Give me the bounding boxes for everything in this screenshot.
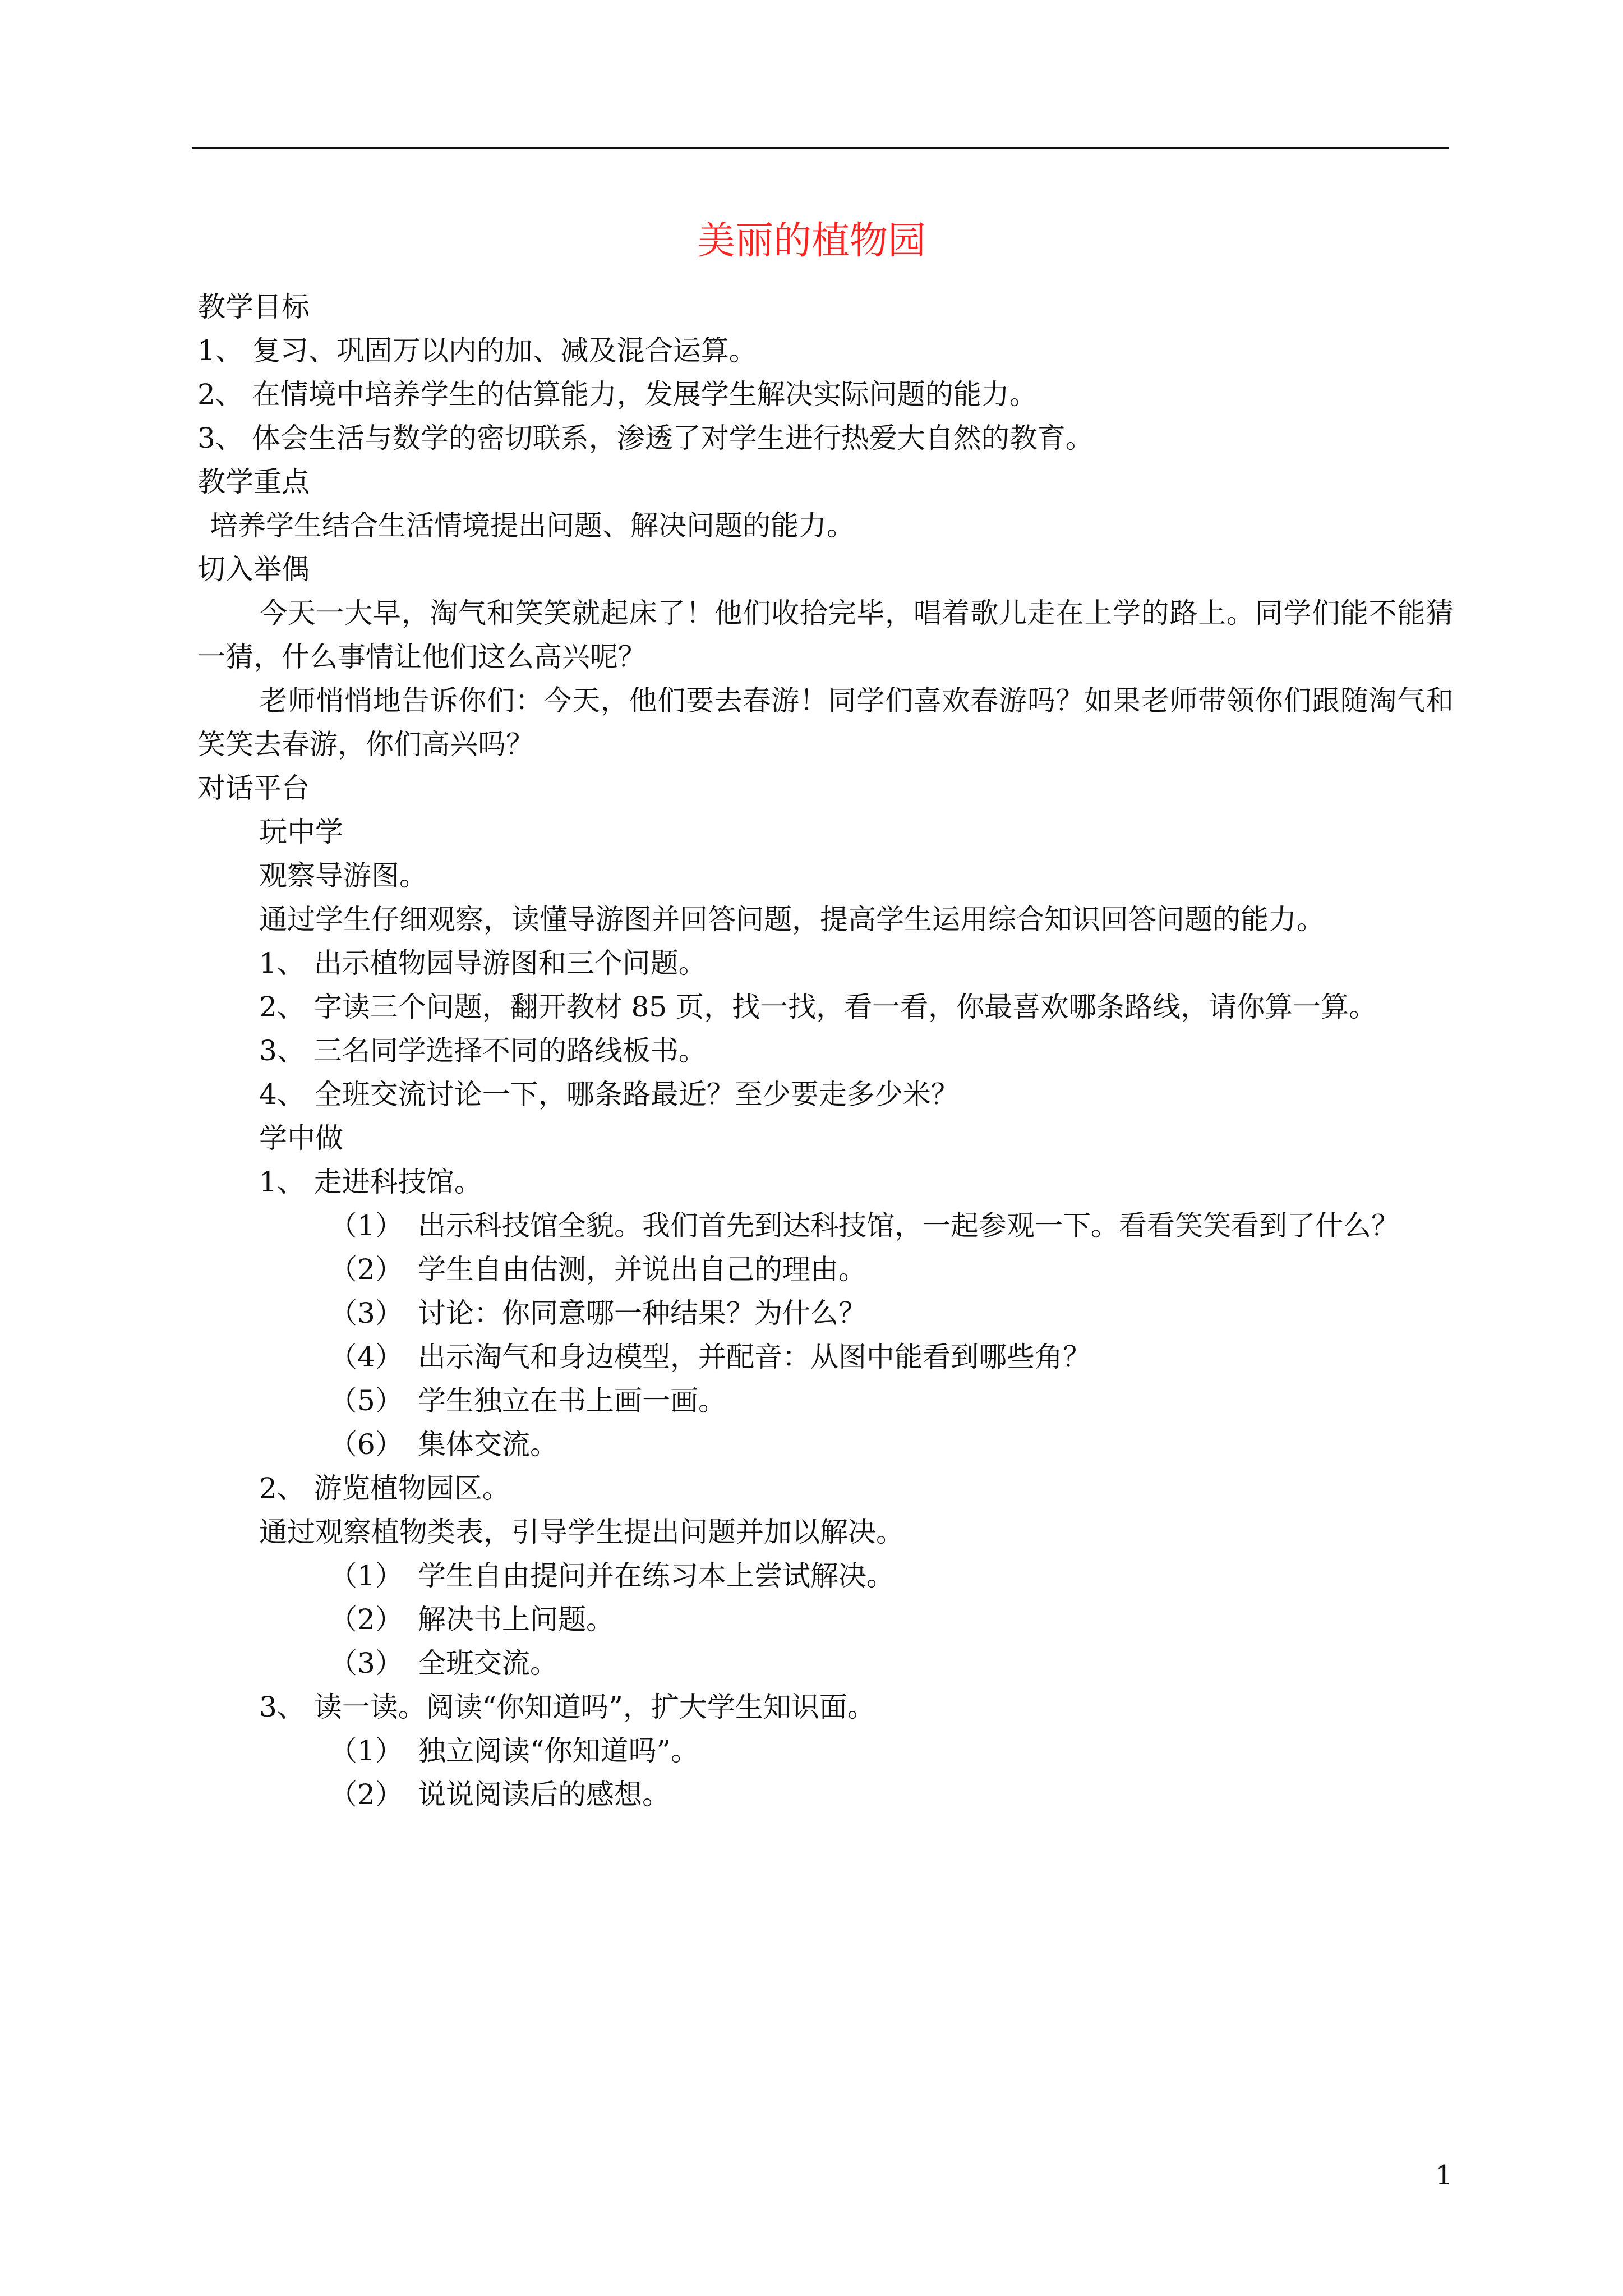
item-text: 学生独立在书上画一画。 bbox=[418, 1384, 726, 1417]
item-label: （6） bbox=[329, 1428, 403, 1461]
dialogue-heading: 对话平台 bbox=[197, 772, 310, 804]
goal-item: 1、 复习、巩固万以内的加、减及混合运算。 bbox=[197, 334, 757, 367]
section1-item bbox=[197, 1423, 1454, 1466]
goal-item: 2、 在情境中培养学生的估算能力，发展学生解决实际问题的能力。 bbox=[197, 378, 1038, 411]
observe-step: 4、 全班交流讨论一下，哪条路最近？至少要走多少米？ bbox=[259, 1078, 959, 1111]
observe-step: 3、 三名同学选择不同的路线板书。 bbox=[259, 1034, 707, 1067]
item-text: 说说阅读后的感想。 bbox=[418, 1778, 670, 1811]
item-text: 出示科技馆全貌。我们首先到达科技馆，一起参观一下。看看笑笑看到了什么？ bbox=[418, 1209, 1399, 1242]
section2-intro: 通过观察植物类表，引导学生提出问题并加以解决。 bbox=[259, 1516, 904, 1548]
observe-step: 2、 字读三个问题，翻开教材 85 页，找一找，看一看，你最喜欢哪条路线，请你算一算。 bbox=[259, 991, 1377, 1023]
section1-item bbox=[197, 1248, 1454, 1291]
section1-item bbox=[197, 1335, 1454, 1379]
section2-item bbox=[197, 1641, 1454, 1685]
item-text: 独立阅读“你知道吗”。 bbox=[418, 1734, 699, 1767]
item-label: （3） bbox=[329, 1647, 403, 1680]
item-label: （5） bbox=[329, 1384, 403, 1417]
section1-item bbox=[197, 1204, 1454, 1248]
item-label: （3） bbox=[329, 1297, 403, 1329]
play-heading: 玩中学 bbox=[259, 816, 343, 848]
focus-heading: 教学重点 bbox=[197, 466, 310, 498]
section2-item bbox=[197, 1554, 1454, 1598]
item-label: （2） bbox=[329, 1778, 403, 1811]
header-rule bbox=[192, 147, 1449, 149]
intro-heading: 切入举偶 bbox=[197, 553, 310, 586]
item-label: （1） bbox=[329, 1209, 403, 1242]
focus-text: 培养学生结合生活情境提出问题、解决问题的能力。 bbox=[210, 509, 855, 542]
goals-heading: 教学目标 bbox=[197, 291, 310, 323]
item-label: （2） bbox=[329, 1253, 403, 1286]
item-label: （4） bbox=[329, 1341, 403, 1373]
section3-item bbox=[197, 1729, 1454, 1773]
section1-heading: 1、 走进科技馆。 bbox=[259, 1166, 482, 1198]
item-label: （1） bbox=[329, 1559, 403, 1592]
item-text: 学生自由提问并在练习本上尝试解决。 bbox=[418, 1559, 895, 1592]
observe-step: 1、 出示植物园导游图和三个问题。 bbox=[259, 947, 707, 979]
item-text: 学生自由估测，并说出自己的理由。 bbox=[418, 1253, 866, 1286]
intro-paragraph: 今天一大早，淘气和笑笑就起床了！他们收拾完毕，唱着歌儿走在上学的路上。同学们能不能猜一猜，什么事情让他们这么高兴呢？ bbox=[197, 597, 1454, 673]
section3-item bbox=[197, 1773, 1454, 1816]
document-title: 美丽的植物园 bbox=[697, 219, 926, 263]
item-text: 解决书上问题。 bbox=[418, 1603, 614, 1636]
section1-item bbox=[197, 1291, 1454, 1335]
observe-heading: 观察导游图。 bbox=[259, 859, 427, 892]
observe-text: 通过学生仔细观察，读懂导游图并回答问题，提高学生运用综合知识回答问题的能力。 bbox=[259, 903, 1325, 936]
section3-heading: 3、 读一读。阅读“你知道吗”，扩大学生知识面。 bbox=[259, 1691, 875, 1723]
item-text: 讨论：你同意哪一种结果？为什么？ bbox=[418, 1297, 866, 1329]
section1-item bbox=[197, 1379, 1454, 1423]
intro-paragraph: 老师悄悄地告诉你们：今天，他们要去春游！同学们喜欢春游吗？如果老师带领你们跟随淘气和笑笑去春游，你们高兴吗？ bbox=[197, 684, 1454, 761]
item-text: 出示淘气和身边模型，并配音：从图中能看到哪些角？ bbox=[418, 1341, 1091, 1373]
section2-item bbox=[197, 1598, 1454, 1641]
item-text: 集体交流。 bbox=[418, 1428, 558, 1461]
document-body bbox=[197, 285, 1454, 1816]
item-text: 全班交流。 bbox=[418, 1647, 558, 1680]
goal-item: 3、 体会生活与数学的密切联系，渗透了对学生进行热爱大自然的教育。 bbox=[197, 422, 1094, 454]
page-number: 1 bbox=[1435, 2160, 1453, 2191]
item-label: （2） bbox=[329, 1603, 403, 1636]
do-heading: 学中做 bbox=[259, 1122, 343, 1154]
item-label: （1） bbox=[329, 1734, 403, 1767]
section2-heading: 2、 游览植物园区。 bbox=[259, 1472, 510, 1504]
